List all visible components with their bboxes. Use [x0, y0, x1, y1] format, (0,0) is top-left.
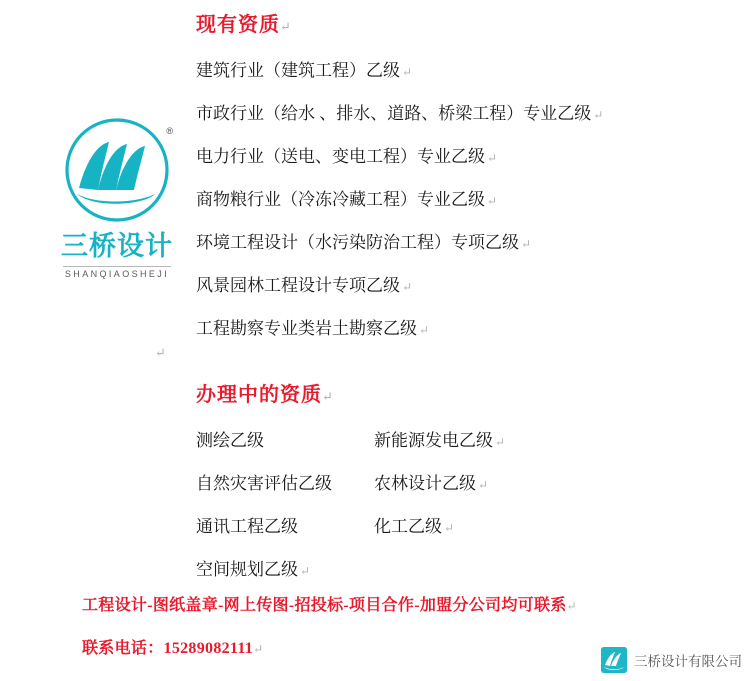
- list-item: [196, 222, 716, 265]
- table-cell-left: 通讯工程乙级: [196, 517, 298, 536]
- list-item-text: 工程勘察专业类岩土勘察乙级: [196, 319, 417, 338]
- processing-qualifications-heading: [196, 378, 334, 407]
- table-row: [196, 420, 656, 463]
- existing-qualifications-heading-text: 现有资质: [196, 14, 280, 36]
- list-item: [196, 308, 716, 351]
- logo-company-name: 三桥设计: [61, 231, 173, 261]
- list-item-text: 商物粮行业（冷冻冷藏工程）专业乙级: [196, 190, 485, 209]
- table-cell-right: [374, 420, 505, 463]
- account-bar[interactable]: [601, 647, 742, 673]
- paragraph-mark: ↵: [521, 237, 532, 251]
- list-item: [196, 50, 716, 93]
- table-cell-left: 测绘乙级: [196, 431, 264, 450]
- registered-mark: ®: [166, 126, 173, 136]
- table-cell-right: [374, 506, 454, 549]
- list-item-text: 市政行业（给水 、排水、道路、桥梁工程）专业乙级: [196, 104, 592, 123]
- existing-qualifications-list: [196, 50, 716, 351]
- table-row: [196, 463, 656, 506]
- table-row: [196, 506, 656, 549]
- paragraph-mark: ↵: [402, 65, 413, 79]
- avatar: [601, 647, 627, 673]
- paragraph-mark: ↵: [478, 478, 489, 492]
- list-item-text: 电力行业（送电、变电工程）专业乙级: [196, 147, 485, 166]
- list-item: [196, 179, 716, 222]
- table-cell-right: [374, 463, 488, 506]
- table-cell-left-text: 空间规划乙级: [196, 560, 298, 579]
- list-item-text: 风景园林工程设计专项乙级: [196, 276, 400, 295]
- footer-services-line: [82, 592, 577, 615]
- paragraph-mark: ↵: [322, 389, 334, 404]
- list-item-text: 环境工程设计（水污染防治工程）专项乙级: [196, 233, 519, 252]
- paragraph-mark: ↵: [487, 151, 498, 165]
- footer-phone-number[interactable]: 15289082111: [163, 640, 254, 657]
- table-cell-right-text: 农林设计乙级: [374, 474, 476, 493]
- table-cell-right-text: 化工乙级: [374, 517, 442, 536]
- list-item: [196, 93, 716, 136]
- wave-logo-icon: [65, 118, 173, 222]
- paragraph-mark: ↵: [280, 19, 292, 34]
- company-logo: [52, 118, 182, 279]
- paragraph-mark: ↵: [402, 280, 413, 294]
- table-cell-left: 自然灾害评估乙级: [196, 474, 332, 493]
- paragraph-mark: ↵: [419, 323, 430, 337]
- table-row: [196, 549, 656, 592]
- footer-phone-label: 联系电话：: [82, 640, 164, 657]
- paragraph-mark: ↵: [495, 435, 506, 449]
- logo-divider: [63, 266, 171, 267]
- account-name: 三桥设计有限公司: [634, 654, 742, 669]
- paragraph-mark: ↵: [300, 564, 311, 578]
- paragraph-mark: ↵: [487, 194, 498, 208]
- footer-services-text: 工程设计-图纸盖章-网上传图-招投标-项目合作-加盟分公司均可联系: [82, 597, 567, 614]
- processing-qualifications-grid: [196, 420, 656, 592]
- paragraph-mark: ↵: [444, 521, 455, 535]
- footer-phone-line: [82, 635, 263, 658]
- paragraph-mark: ↵: [155, 345, 166, 360]
- list-item: [196, 265, 716, 308]
- table-cell-left: [196, 549, 374, 592]
- list-item: [196, 136, 716, 179]
- paragraph-mark: ↵: [593, 108, 604, 122]
- logo-pinyin: SHANQIAOSHEJI: [64, 269, 170, 279]
- existing-qualifications-heading: [196, 8, 292, 37]
- paragraph-mark: ↵: [566, 599, 577, 613]
- table-cell-right-text: 新能源发电乙级: [374, 431, 493, 450]
- processing-qualifications-heading-text: 办理中的资质: [196, 384, 322, 406]
- paragraph-mark: ↵: [253, 642, 264, 656]
- list-item-text: 建筑行业（建筑工程）乙级: [196, 61, 400, 80]
